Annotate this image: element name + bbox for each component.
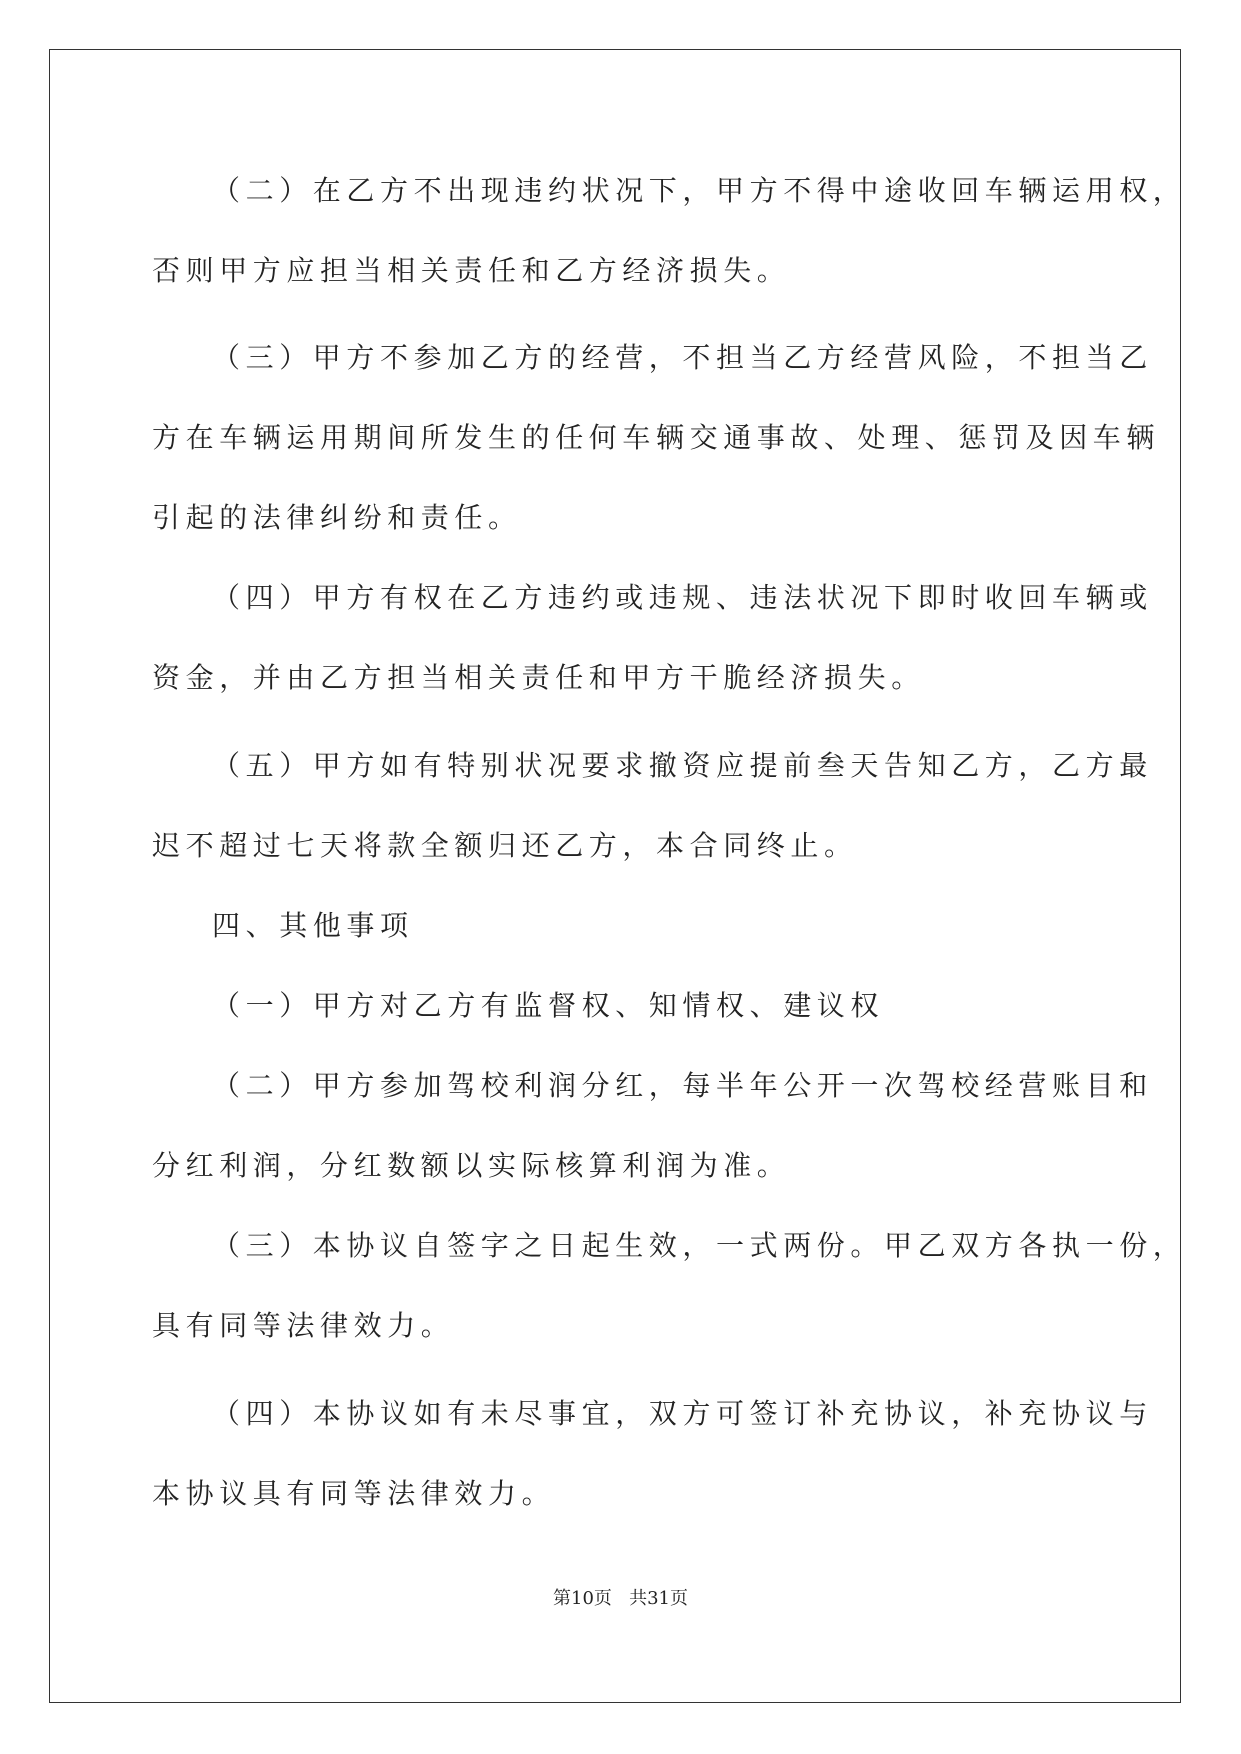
paragraph-line: （三）本协议自签字之日起生效，一式两份。甲乙双方各执一份，	[212, 1229, 1187, 1262]
paragraph-line: 具有同等法律效力。	[152, 1309, 455, 1342]
paragraph-line: 迟不超过七天将款全额归还乙方，本合同终止。	[152, 829, 858, 862]
paragraph-line: （三）甲方不参加乙方的经营，不担当乙方经营风险，不担当乙	[212, 341, 1153, 374]
paragraph-line: （五）甲方如有特别状况要求撤资应提前叁天告知乙方，乙方最	[212, 749, 1153, 782]
paragraph-line: 资金，并由乙方担当相关责任和甲方干脆经济损失。	[152, 661, 925, 694]
paragraph-line: 分红利润，分红数额以实际核算利润为准。	[152, 1149, 791, 1182]
paragraph-line: 引起的法律纠纷和责任。	[152, 501, 522, 534]
paragraph-line: （一）甲方对乙方有监督权、知情权、建议权	[212, 989, 885, 1022]
page-footer	[0, 1584, 1241, 1610]
page-border	[49, 49, 1181, 1703]
paragraph-line: （四）甲方有权在乙方违约或违规、违法状况下即时收回车辆或	[212, 581, 1153, 614]
page-number-label: 第10页 共31页	[553, 1588, 688, 1609]
paragraph-line: 否则甲方应担当相关责任和乙方经济损失。	[152, 254, 791, 287]
section-heading: 四、其他事项	[212, 909, 414, 942]
paragraph-line: （二）在乙方不出现违约状况下，甲方不得中途收回车辆运用权，	[212, 174, 1187, 207]
paragraph-line: （四）本协议如有未尽事宜，双方可签订补充协议，补充协议与	[212, 1397, 1153, 1430]
paragraph-line: 方在车辆运用期间所发生的任何车辆交通事故、处理、惩罚及因车辆	[152, 421, 1161, 454]
paragraph-line: （二）甲方参加驾校利润分红，每半年公开一次驾校经营账目和	[212, 1069, 1153, 1102]
paragraph-line: 本协议具有同等法律效力。	[152, 1477, 556, 1510]
